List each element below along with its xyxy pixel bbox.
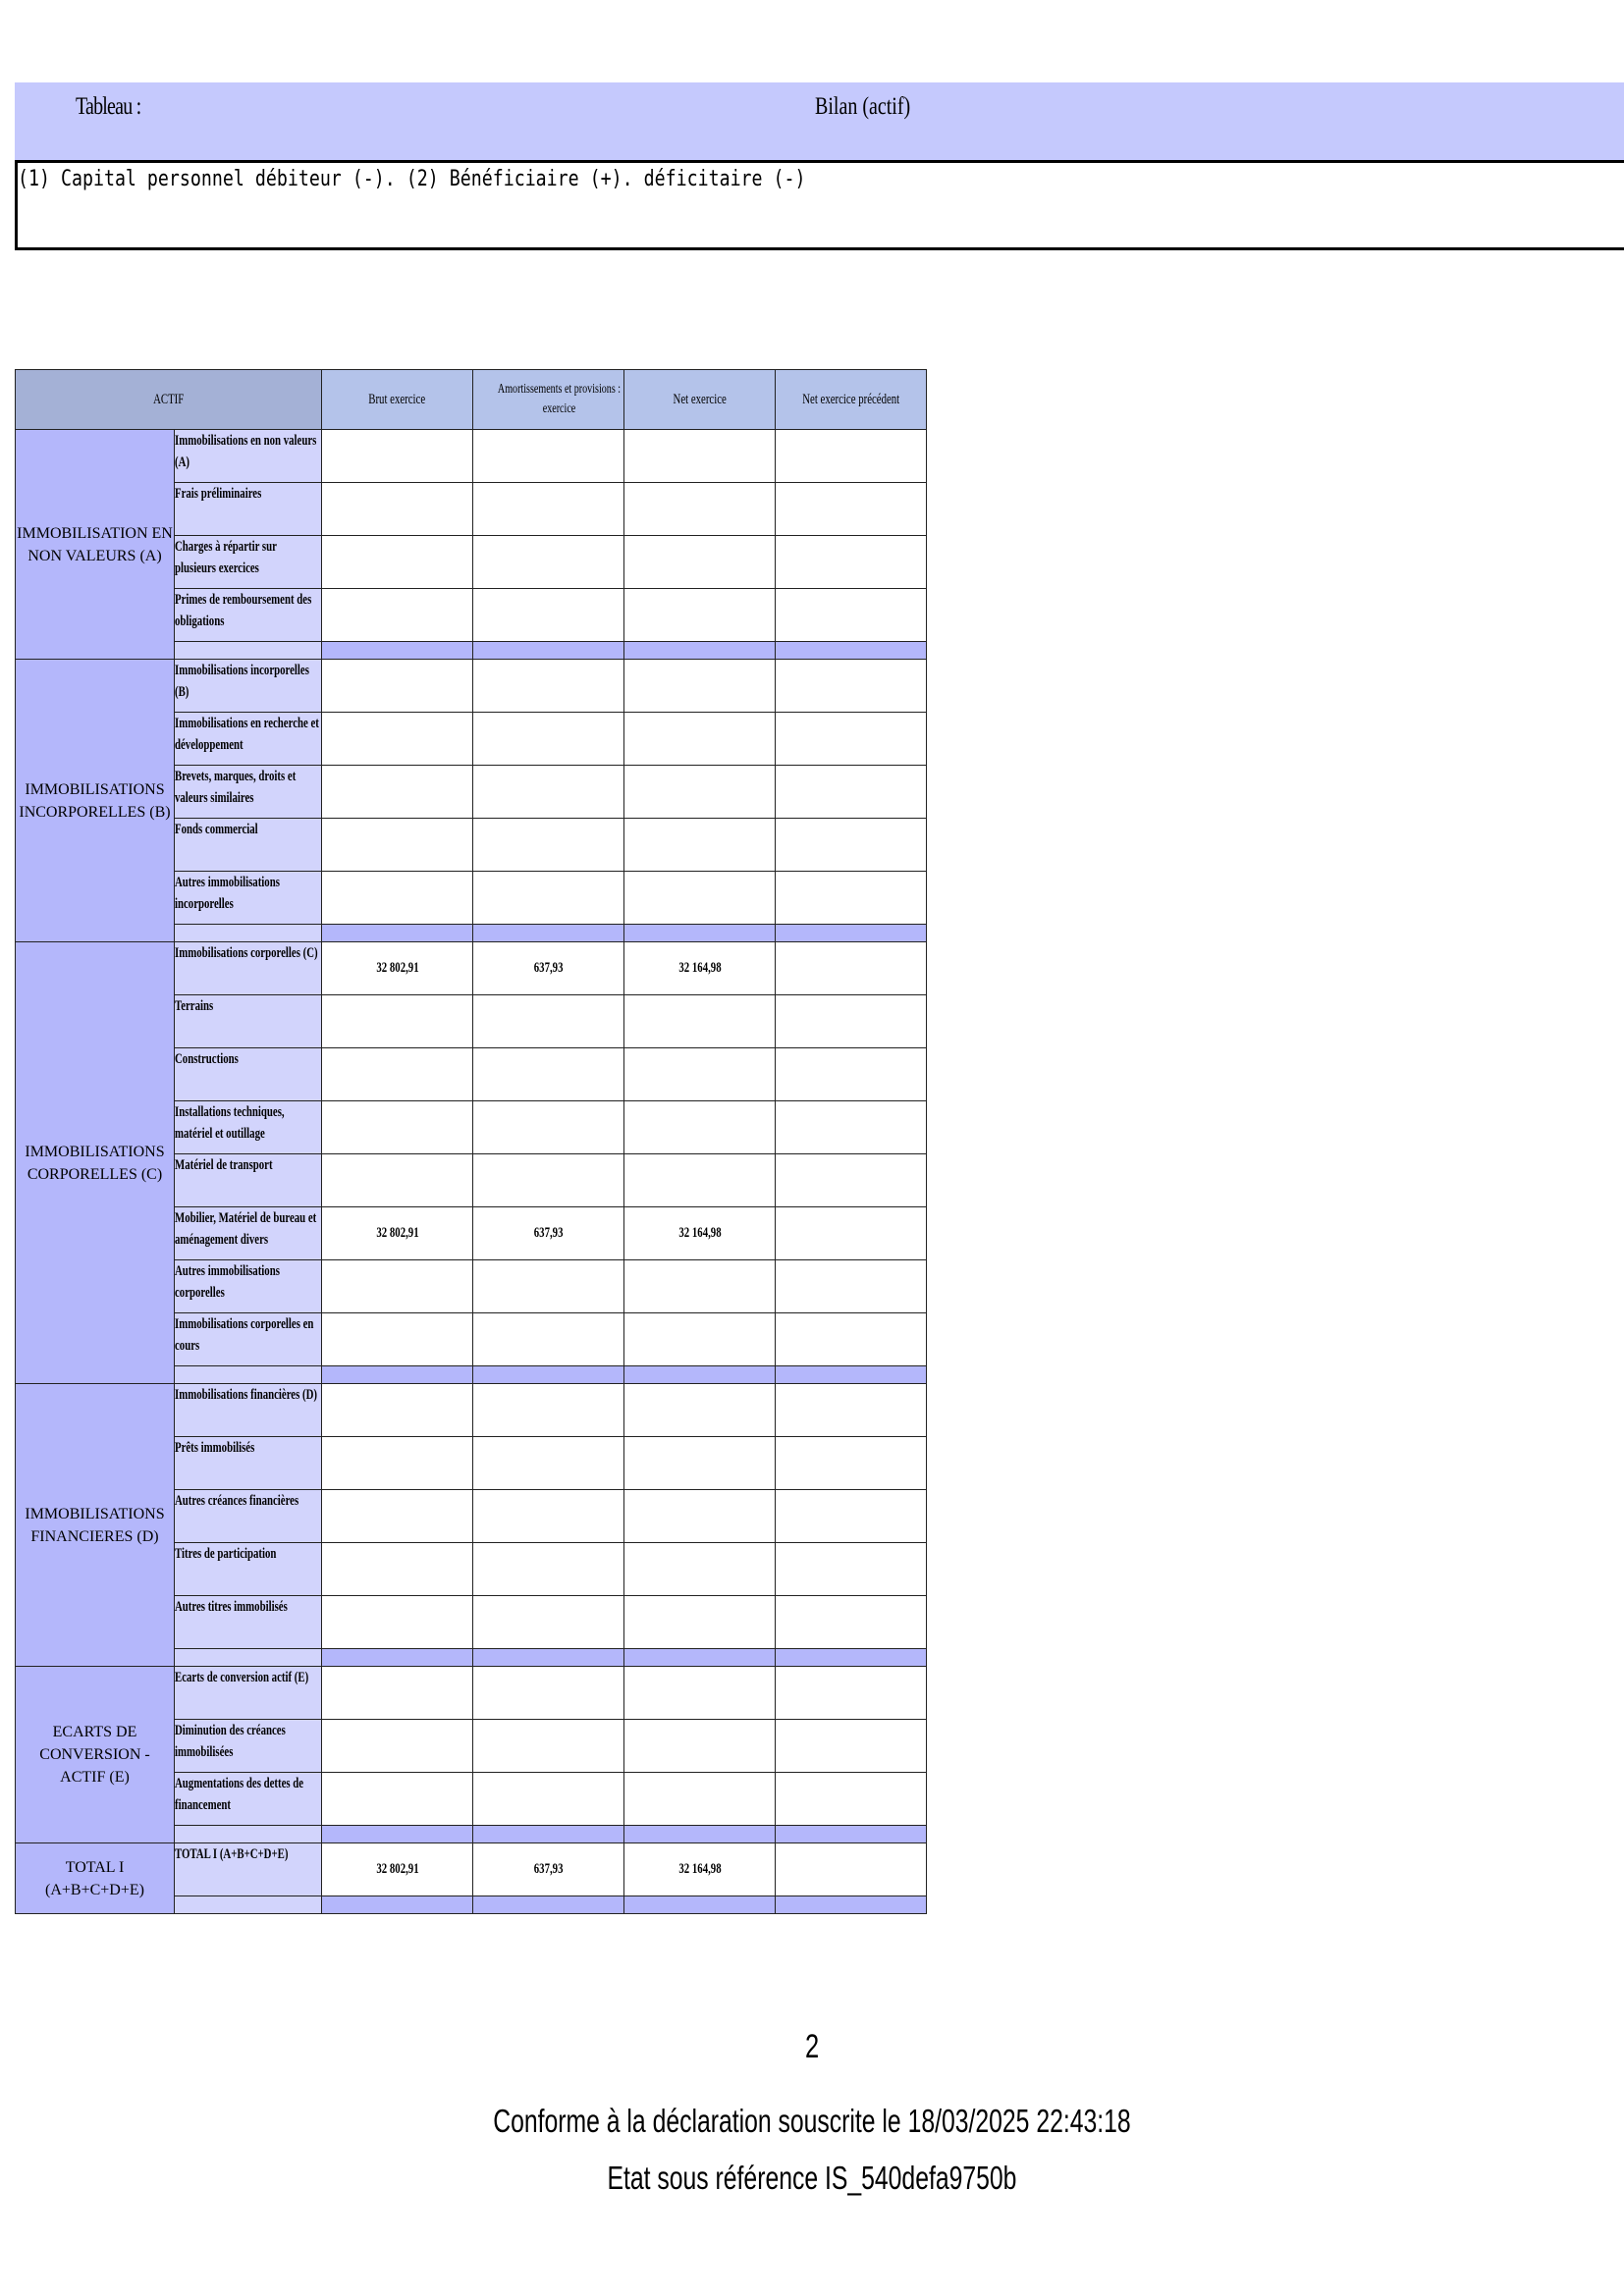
amortissement-value (473, 660, 624, 713)
separator-cell (624, 1896, 776, 1914)
row-label: Autres immobilisations incorporelles (175, 872, 322, 925)
amortissement-value (473, 819, 624, 872)
net-precedent-value (776, 1543, 927, 1596)
row-label: Frais préliminaires (175, 483, 322, 536)
separator-cell (776, 1366, 927, 1384)
separator-cell (776, 925, 927, 942)
column-header-amortissements: Amortissements et provisions : exercice (473, 370, 624, 430)
amortissement-value (473, 1384, 624, 1437)
net-precedent-value (776, 1843, 927, 1896)
net-precedent-value (776, 1490, 927, 1543)
separator-cell (473, 1896, 624, 1914)
amortissement-value (473, 1154, 624, 1207)
net-value (624, 430, 776, 483)
separator-cell (322, 1826, 473, 1843)
row-label: Augmentations des dettes de financement (175, 1773, 322, 1826)
net-value (624, 819, 776, 872)
amortissement-value: 637,93 (473, 942, 624, 995)
net-value (624, 713, 776, 766)
brut-value (322, 1667, 473, 1720)
amortissement-value (473, 536, 624, 589)
brut-value (322, 1260, 473, 1313)
separator-cell (624, 1366, 776, 1384)
amortissement-value: 637,93 (473, 1843, 624, 1896)
separator-cell (322, 1649, 473, 1667)
section-label: TOTAL I (A+B+C+D+E) (16, 1843, 175, 1914)
net-value (624, 1596, 776, 1649)
net-value (624, 1101, 776, 1154)
amortissement-value (473, 1720, 624, 1773)
row-label: Immobilisations en recherche et développement (175, 713, 322, 766)
separator-cell (322, 642, 473, 660)
row-label: Terrains (175, 995, 322, 1048)
section-label: IMMOBILISATIONS CORPORELLES (C) (16, 942, 175, 1384)
net-precedent-value (776, 713, 927, 766)
net-value (624, 1773, 776, 1826)
net-precedent-value (776, 536, 927, 589)
net-precedent-value (776, 483, 927, 536)
net-precedent-value (776, 1773, 927, 1826)
column-header-net-precedent: Net exercice précédent (776, 370, 927, 430)
row-label: Brevets, marques, droits et valeurs similaires (175, 766, 322, 819)
net-value (624, 1313, 776, 1366)
separator-cell (776, 1826, 927, 1843)
row-label: Immobilisations corporelles en cours (175, 1313, 322, 1366)
separator-cell (624, 925, 776, 942)
brut-value (322, 1437, 473, 1490)
row-label: Autres immobilisations corporelles (175, 1260, 322, 1313)
net-precedent-value (776, 995, 927, 1048)
brut-value (322, 1384, 473, 1437)
brut-value (322, 995, 473, 1048)
net-precedent-value (776, 1154, 927, 1207)
brut-value (322, 660, 473, 713)
amortissement-value (473, 995, 624, 1048)
row-label: Immobilisations corporelles (C) (175, 942, 322, 995)
row-label: Immobilisations en non valeurs (A) (175, 430, 322, 483)
net-precedent-value (776, 660, 927, 713)
table-row (16, 1843, 927, 1896)
separator-cell (776, 1649, 927, 1667)
net-precedent-value (776, 1101, 927, 1154)
separator-cell (473, 1649, 624, 1667)
amortissement-value (473, 1773, 624, 1826)
row-label: Mobilier, Matériel de bureau et aménagement divers (175, 1207, 322, 1260)
page-title: Bilan (actif) (815, 93, 911, 120)
net-value: 32 164,98 (624, 942, 776, 995)
net-value (624, 1260, 776, 1313)
net-precedent-value (776, 1207, 927, 1260)
column-header-brut: Brut exercice (322, 370, 473, 430)
separator-cell (322, 925, 473, 942)
brut-value (322, 483, 473, 536)
table-row (16, 1667, 927, 1720)
reference-statement: Etat sous référence IS_540defa9750b (607, 2160, 1017, 2196)
amortissement-value (473, 1490, 624, 1543)
net-value (624, 483, 776, 536)
brut-value (322, 536, 473, 589)
row-label: Autres titres immobilisés (175, 1596, 322, 1649)
amortissement-value (473, 483, 624, 536)
amortissement-value (473, 1101, 624, 1154)
net-precedent-value (776, 766, 927, 819)
net-value: 32 164,98 (624, 1207, 776, 1260)
separator-cell (175, 642, 322, 660)
net-precedent-value (776, 430, 927, 483)
brut-value (322, 1490, 473, 1543)
separator-cell (175, 1649, 322, 1667)
separator-cell (624, 1649, 776, 1667)
row-label: Primes de remboursement des obligations (175, 589, 322, 642)
row-label: Fonds commercial (175, 819, 322, 872)
net-precedent-value (776, 942, 927, 995)
brut-value (322, 819, 473, 872)
separator-cell (473, 1366, 624, 1384)
section-label: IMMOBILISATIONS FINANCIERES (D) (16, 1384, 175, 1667)
amortissement-value (473, 1437, 624, 1490)
net-value: 32 164,98 (624, 1843, 776, 1896)
separator-cell (624, 642, 776, 660)
conformity-statement: Conforme à la déclaration souscrite le 18/03/2025 22:43:18 (493, 2103, 1131, 2139)
net-value (624, 1720, 776, 1773)
net-precedent-value (776, 1720, 927, 1773)
separator-cell (175, 1826, 322, 1843)
net-precedent-value (776, 1384, 927, 1437)
brut-value (322, 1543, 473, 1596)
net-precedent-value (776, 1048, 927, 1101)
net-value (624, 536, 776, 589)
row-label: Prêts immobilisés (175, 1437, 322, 1490)
row-label: Immobilisations financières (D) (175, 1384, 322, 1437)
net-value (624, 1154, 776, 1207)
section-label: ECARTS DE CONVERSION - ACTIF (E) (16, 1667, 175, 1843)
net-value (624, 1543, 776, 1596)
brut-value (322, 1596, 473, 1649)
separator-cell (322, 1366, 473, 1384)
amortissement-value (473, 589, 624, 642)
brut-value (322, 1773, 473, 1826)
amortissement-value: 637,93 (473, 1207, 624, 1260)
net-precedent-value (776, 1313, 927, 1366)
row-label: Titres de participation (175, 1543, 322, 1596)
page-number: 2 (805, 2028, 820, 2065)
footnote-legend: (1) Capital personnel débiteur (-). (2) Bénéficiaire (+). déficitaire (-) (18, 167, 806, 191)
brut-value (322, 1720, 473, 1773)
brut-value (322, 589, 473, 642)
amortissement-value (473, 1313, 624, 1366)
brut-value (322, 1048, 473, 1101)
net-value (624, 766, 776, 819)
separator-cell (624, 1826, 776, 1843)
brut-value: 32 802,91 (322, 942, 473, 995)
separator-cell (322, 1896, 473, 1914)
separator-cell (175, 1896, 322, 1914)
table-row (16, 660, 927, 713)
table-row (16, 430, 927, 483)
amortissement-value (473, 872, 624, 925)
net-precedent-value (776, 819, 927, 872)
brut-value: 32 802,91 (322, 1843, 473, 1896)
amortissement-value (473, 766, 624, 819)
row-label: Diminution des créances immobilisées (175, 1720, 322, 1773)
separator-cell (175, 925, 322, 942)
separator-cell (473, 1826, 624, 1843)
net-precedent-value (776, 589, 927, 642)
brut-value (322, 766, 473, 819)
net-value (624, 872, 776, 925)
row-label: Constructions (175, 1048, 322, 1101)
net-precedent-value (776, 872, 927, 925)
table-body (16, 430, 927, 1914)
row-label: Charges à répartir sur plusieurs exercices (175, 536, 322, 589)
row-label: Matériel de transport (175, 1154, 322, 1207)
brut-value (322, 1101, 473, 1154)
column-header-actif: ACTIF (16, 370, 322, 430)
net-value (624, 1490, 776, 1543)
amortissement-value (473, 1596, 624, 1649)
amortissement-value (473, 430, 624, 483)
amortissement-value (473, 1543, 624, 1596)
separator-cell (473, 642, 624, 660)
separator-cell (776, 642, 927, 660)
row-label: Immobilisations incorporelles (B) (175, 660, 322, 713)
net-value (624, 1437, 776, 1490)
net-value (624, 995, 776, 1048)
net-precedent-value (776, 1437, 927, 1490)
table-header-row (16, 370, 927, 430)
net-precedent-value (776, 1667, 927, 1720)
amortissement-value (473, 713, 624, 766)
net-precedent-value (776, 1260, 927, 1313)
table-row (16, 1384, 927, 1437)
row-label: TOTAL I (A+B+C+D+E) (175, 1843, 322, 1896)
net-value (624, 589, 776, 642)
brut-value (322, 1313, 473, 1366)
brut-value: 32 802,91 (322, 1207, 473, 1260)
brut-value (322, 430, 473, 483)
separator-cell (175, 1366, 322, 1384)
separator-cell (776, 1896, 927, 1914)
net-value (624, 660, 776, 713)
brut-value (322, 872, 473, 925)
separator-cell (473, 925, 624, 942)
brut-value (322, 713, 473, 766)
amortissement-value (473, 1048, 624, 1101)
net-value (624, 1048, 776, 1101)
column-header-net: Net exercice (624, 370, 776, 430)
brut-value (322, 1154, 473, 1207)
amortissement-value (473, 1667, 624, 1720)
net-value (624, 1667, 776, 1720)
section-label: IMMOBILISATIONS INCORPORELLES (B) (16, 660, 175, 942)
row-label: Installations techniques, matériel et outillage (175, 1101, 322, 1154)
row-label: Ecarts de conversion actif (E) (175, 1667, 322, 1720)
row-label: Autres créances financières (175, 1490, 322, 1543)
amortissement-value (473, 1260, 624, 1313)
net-precedent-value (776, 1596, 927, 1649)
net-value (624, 1384, 776, 1437)
bilan-actif-table (15, 369, 927, 1914)
table-label: Tableau : (76, 93, 141, 120)
table-row (16, 942, 927, 995)
section-label: IMMOBILISATION EN NON VALEURS (A) (16, 430, 175, 660)
